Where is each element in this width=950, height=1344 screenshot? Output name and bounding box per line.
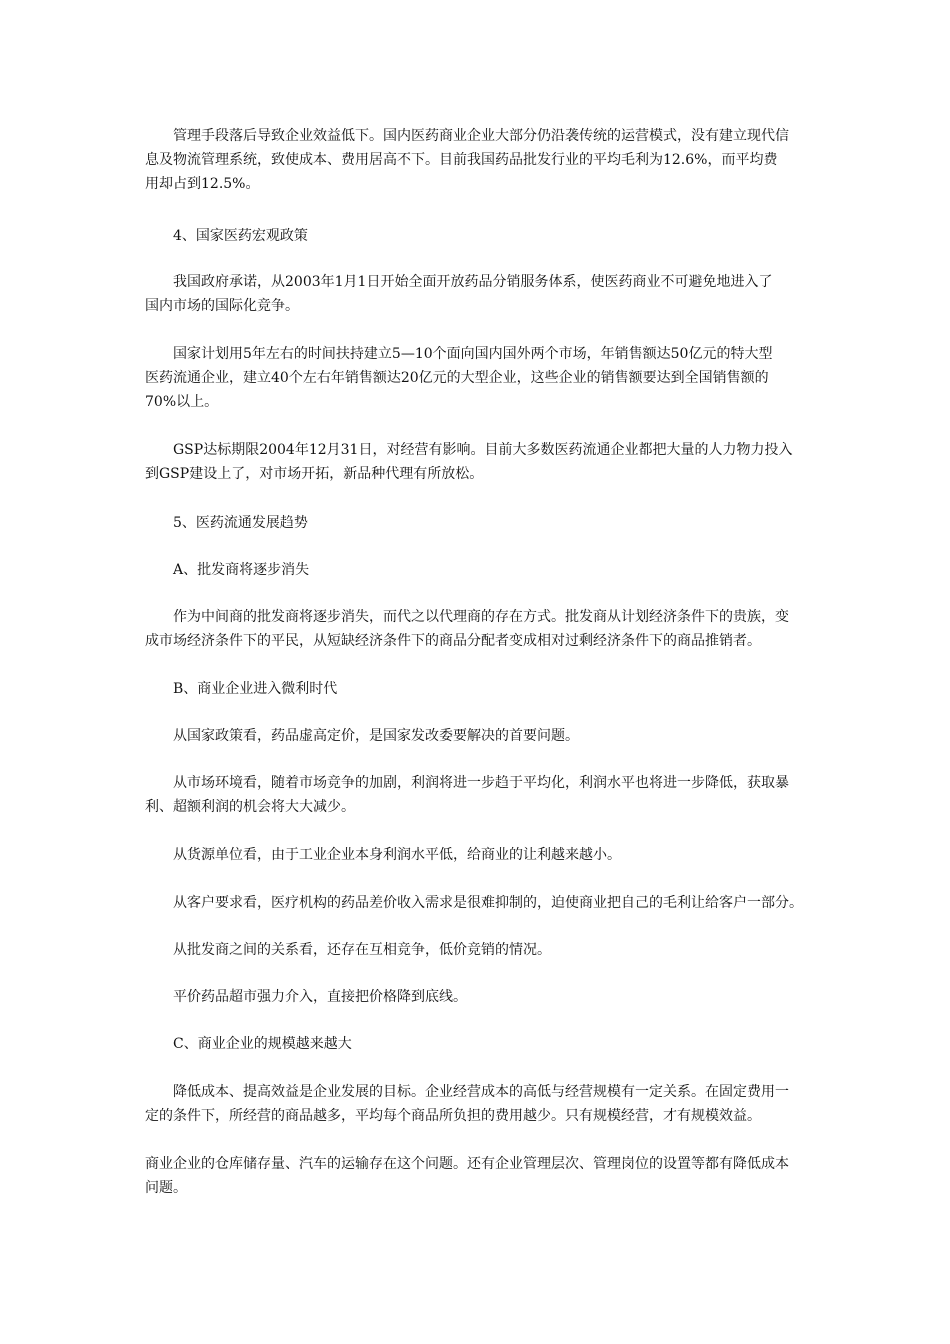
paragraph-national-plan: [145, 342, 820, 414]
paragraph-discount-pharmacy: [145, 985, 820, 1009]
heading-distribution-trends: [145, 511, 820, 535]
text-line: 从国家政策看，药品虚高定价，是国家发改委要解决的首要问题。: [145, 728, 579, 744]
text-line: 从市场环境看，随着市场竞争的加剧，利润将进一步趋于平均化，利润水平也将进一步降低，获取暴: [145, 775, 789, 791]
text-line: A、批发商将逐步消失: [145, 562, 310, 578]
text-line: 降低成本、提高效益是企业发展的目标。企业经营成本的高低与经营规模有一定关系。在固定费用一: [145, 1084, 789, 1100]
text-line: 平价药品超市强力介入，直接把价格降到底线。: [145, 989, 467, 1005]
text-line: 我国政府承诺，从2003年1月1日开始全面开放药品分销服务体系，使医药商业不可避免地进入了: [145, 274, 773, 290]
text-line: 利、超额利润的机会将大大减少。: [145, 799, 355, 815]
paragraph-cost-reduction: [145, 1080, 820, 1128]
text-line: B、商业企业进入微利时代: [145, 681, 338, 697]
text-line: 管理手段落后导致企业效益低下。国内医药商业企业大部分仍沿袭传统的运营模式，没有建立现代信: [145, 128, 789, 144]
text-line: C、商业企业的规模越来越大: [145, 1036, 352, 1052]
text-line: 5、医药流通发展趋势: [145, 515, 308, 531]
paragraph-customer-view: [145, 891, 820, 915]
text-line: 息及物流管理系统，致使成本、费用居高不下。目前我国药品批发行业的平均毛利为12.6%，而平均费: [145, 152, 778, 168]
text-line: 成市场经济条件下的平民，从短缺经济条件下的商品分配者变成相对过剩经济条件下的商品推销者。: [145, 633, 761, 649]
heading-national-policy: [145, 224, 820, 248]
text-line: 到GSP建设上了，对市场开拓，新品种代理有所放松。: [145, 466, 484, 482]
heading-scale-growth: [145, 1032, 820, 1056]
text-line: GSP达标期限2004年12月31日，对经营有影响。目前大多数医药流通企业都把大量的人力物力投入: [145, 442, 793, 458]
text-line: 从客户要求看，医疗机构的药品差价收入需求是很难抑制的，迫使商业把自己的毛利让给客户一部分。: [145, 895, 803, 911]
text-line: 定的条件下，所经营的商品越多，平均每个商品所负担的费用越少。只有规模经营，才有规模效益。: [145, 1108, 761, 1124]
text-line: 国内市场的国际化竞争。: [145, 298, 299, 314]
text-line: 问题。: [145, 1180, 187, 1196]
heading-low-profit-era: [145, 677, 820, 701]
text-line: 用却占到12.5%。: [145, 176, 260, 192]
paragraph-state-policy-view: [145, 724, 820, 748]
text-line: 作为中间商的批发商将逐步消失，而代之以代理商的存在方式。批发商从计划经济条件下的贵族，变: [145, 609, 789, 625]
paragraph-market-environment-view: [145, 771, 820, 819]
text-line: 从批发商之间的关系看，还存在互相竞争，低价竞销的情况。: [145, 942, 551, 958]
paragraph-wholesaler-relations: [145, 938, 820, 962]
paragraph-supplier-view: [145, 843, 820, 867]
paragraph-management-efficiency: [145, 124, 820, 196]
text-line: 4、国家医药宏观政策: [145, 228, 308, 244]
heading-wholesalers-disappear: [145, 558, 820, 582]
paragraph-wholesaler-role: [145, 605, 820, 653]
paragraph-gsp-deadline: [145, 438, 820, 486]
text-line: 70%以上。: [145, 394, 219, 410]
text-line: 国家计划用5年左右的时间扶持建立5—10个面向国内国外两个市场，年销售额达50亿元的特大型: [145, 346, 773, 362]
text-line: 医药流通企业，建立40个左右年销售额达20亿元的大型企业，这些企业的销售额要达到全国销售额的: [145, 370, 769, 386]
text-line: 商业企业的仓库储存量、汽车的运输存在这个问题。还有企业管理层次、管理岗位的设置等都有降低成本: [145, 1156, 789, 1172]
text-line: 从货源单位看，由于工业企业本身利润水平低，给商业的让利越来越小。: [145, 847, 621, 863]
paragraph-government-commitment: [145, 270, 820, 318]
paragraph-warehouse-transport: [145, 1152, 820, 1200]
